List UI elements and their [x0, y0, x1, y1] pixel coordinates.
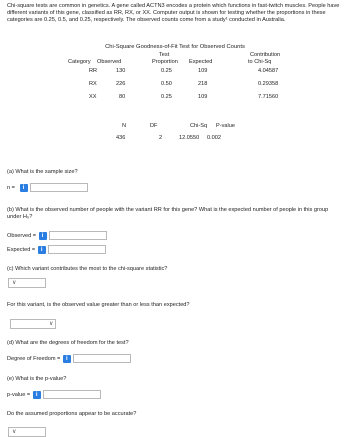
summary-n-value: 436 — [116, 135, 126, 141]
row-rx-contribution: 0.29358 — [258, 81, 279, 87]
summary-chisq-value: 12.0550 — [179, 135, 200, 141]
info-icon[interactable]: i — [33, 391, 41, 399]
greater-less-select[interactable] — [10, 319, 56, 329]
question-c: (c) Which variant contributes the most to the chi-square statistic? — [7, 266, 168, 272]
row-rx-proportion: 0.50 — [161, 81, 172, 87]
sample-size-row — [7, 183, 88, 193]
header-contribution: Contribution — [250, 52, 281, 58]
pvalue-row — [7, 390, 101, 400]
question-e-followup: Do the assumed proportions appear to be accurate? — [7, 411, 137, 417]
df-input[interactable] — [73, 354, 131, 363]
sample-size-label: n = — [7, 184, 15, 191]
row-rr-category: RR — [89, 68, 98, 74]
row-rr-expected: 109 — [198, 68, 208, 74]
header-expected: Expected — [189, 59, 213, 65]
table-title: Chi-Square Goodness-of-Fit Test for Observed Counts — [105, 44, 245, 50]
summary-pvalue-value: 0.002 — [207, 135, 221, 141]
row-rr-observed: 130 — [116, 68, 126, 74]
df-row — [7, 354, 131, 364]
info-icon[interactable]: i — [63, 355, 71, 363]
pvalue-input[interactable] — [43, 390, 101, 399]
observed-label: Observed = — [7, 232, 37, 239]
header-category: Category — [68, 59, 91, 65]
expected-row — [7, 245, 106, 255]
chevron-down-icon: ∨ — [12, 280, 17, 286]
row-xx-contribution: 7.71560 — [258, 94, 279, 100]
summary-n-header: N — [122, 123, 127, 129]
question-a: (a) What is the sample size? — [7, 169, 78, 175]
row-xx-expected: 109 — [198, 94, 208, 100]
summary-chisq-header: Chi-Sq — [190, 123, 208, 129]
observed-input[interactable] — [49, 231, 107, 240]
variant-select[interactable] — [8, 278, 46, 288]
row-xx-proportion: 0.25 — [161, 94, 172, 100]
chevron-down-icon: ∨ — [49, 321, 54, 327]
pvalue-label: p-value = — [7, 391, 31, 398]
row-rr-proportion: 0.25 — [161, 68, 172, 74]
header-observed: Observed — [97, 59, 122, 65]
header-test: Test — [159, 52, 170, 58]
observed-row — [7, 231, 107, 241]
question-c-followup: For this variant, is the observed value greater than or less than expected? — [7, 302, 190, 308]
summary-pvalue-header: P-value — [216, 123, 235, 129]
row-xx-observed: 80 — [119, 94, 126, 100]
info-icon[interactable]: i — [38, 246, 46, 254]
expected-label: Expected = — [7, 246, 36, 253]
summary-df-value: 2 — [159, 135, 163, 141]
row-xx-category: XX — [89, 94, 97, 100]
expected-input[interactable] — [48, 245, 106, 254]
header-to-chisq: to Chi-Sq — [248, 59, 272, 65]
info-icon[interactable]: i — [20, 184, 28, 192]
row-rx-expected: 218 — [198, 81, 208, 87]
chevron-down-icon: ∨ — [12, 429, 17, 435]
question-e: (e) What is the p-value? — [7, 376, 67, 382]
df-label: Degree of Freedom = — [7, 355, 61, 362]
summary-df-header: DF — [150, 123, 158, 129]
header-proportion: Proportion — [152, 59, 178, 65]
sample-size-input[interactable] — [30, 183, 88, 192]
row-rr-contribution: 4.04587 — [258, 68, 279, 74]
question-d: (d) What are the degrees of freedom for the test? — [7, 340, 129, 346]
problem-intro: Chi-square tests are common in genetics. A gene called ACTN3 encodes a protein which functions in fast-twitch muscles. People have different variants of this gene, classified as RR, RX, or XX. Computer output is shown for testing whether the proportions in these categories are 0.25, 0.5, and 0.25, respectively. The observed counts come from a study¹ conducted in Australia. — [7, 3, 340, 23]
row-rx-category: RX — [89, 81, 97, 87]
info-icon[interactable]: i — [39, 232, 47, 240]
question-b: (b) What is the observed number of people with the variant RR for this gene? What is the expected number of people in this group under H₀? — [7, 207, 329, 220]
row-rx-observed: 226 — [116, 81, 126, 87]
